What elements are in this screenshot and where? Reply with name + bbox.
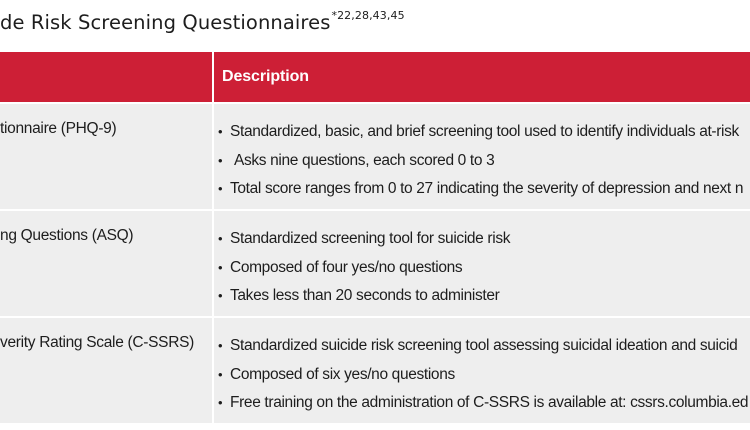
description-list xyxy=(218,332,750,418)
bullet-icon: • xyxy=(218,181,223,196)
table-row xyxy=(0,316,750,423)
description-text: Total score ranges from 0 to 27 indicating the severity of depression and next n xyxy=(230,180,744,197)
description-item xyxy=(218,389,750,418)
description-item xyxy=(218,254,750,283)
bullet-icon: • xyxy=(218,152,223,168)
questionnaire-name: ng Questions (ASQ) xyxy=(0,227,134,244)
description-item xyxy=(218,175,750,204)
description-list xyxy=(218,225,750,311)
description-item xyxy=(218,118,750,147)
description-item xyxy=(218,361,750,390)
screening-table xyxy=(0,52,750,423)
description-item xyxy=(218,332,750,361)
description-text: Standardized, basic, and brief screening tool used to identify individuals at-risk xyxy=(230,123,739,140)
description-item xyxy=(218,225,750,254)
description-text: Takes less than 20 seconds to administer xyxy=(230,287,500,304)
description-column-header: Description xyxy=(222,68,309,85)
column-divider xyxy=(212,104,214,209)
questionnaire-name: verity Rating Scale (C-SSRS) xyxy=(0,334,195,351)
title-references: *22,28,43,45 xyxy=(331,9,405,22)
table-title xyxy=(0,11,405,34)
description-text: Standardized suicide risk screening tool assessing suicidal ideation and suicid xyxy=(230,337,738,354)
bullet-icon: • xyxy=(218,395,223,410)
bullet-icon: • xyxy=(218,231,223,246)
description-text: Free training on the administration of C-SSRS is available at: cssrs.columbia.ed xyxy=(230,394,749,411)
bullet-icon: • xyxy=(218,124,223,139)
description-text: Asks nine questions, each scored 0 to 3 xyxy=(234,151,495,169)
table-row xyxy=(0,102,750,209)
questionnaire-name: tionnaire (PHQ-9) xyxy=(0,120,117,137)
description-item xyxy=(218,147,750,176)
bullet-icon: • xyxy=(218,338,223,353)
description-item xyxy=(218,282,750,311)
description-text: Composed of six yes/no questions xyxy=(230,365,455,383)
description-text: Standardized screening tool for suicide risk xyxy=(230,230,511,247)
table-row xyxy=(0,209,750,316)
table-title-text: de Risk Screening Questionnaires xyxy=(0,11,331,34)
column-divider xyxy=(212,211,214,316)
bullet-icon: • xyxy=(218,259,223,275)
column-divider xyxy=(212,318,214,423)
table-header-row xyxy=(0,52,750,102)
description-text: Composed of four yes/no questions xyxy=(230,258,463,276)
description-list xyxy=(218,118,750,204)
bullet-icon: • xyxy=(218,366,223,382)
column-divider xyxy=(212,52,214,102)
bullet-icon: • xyxy=(218,288,223,303)
